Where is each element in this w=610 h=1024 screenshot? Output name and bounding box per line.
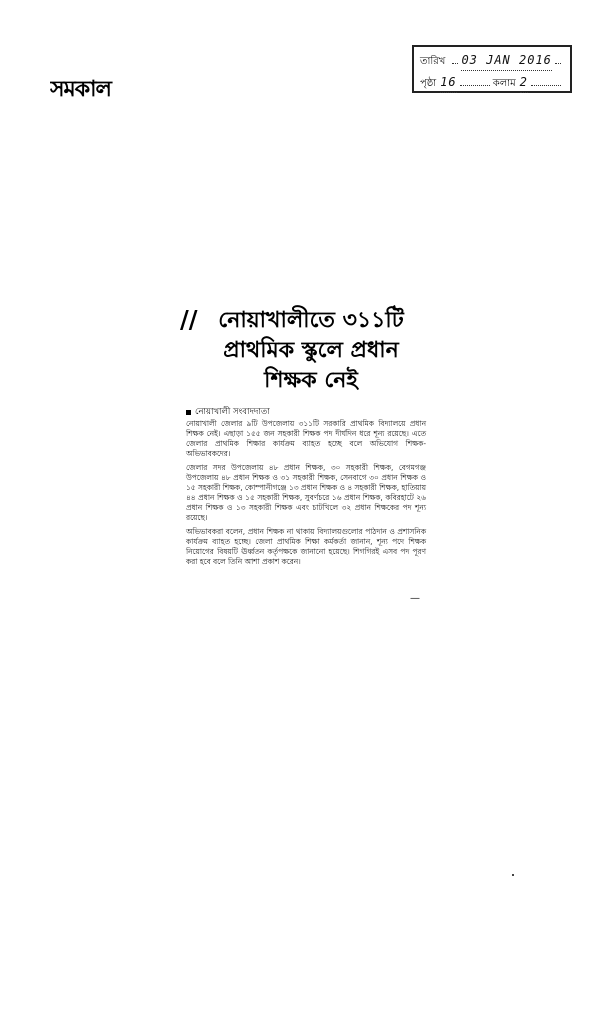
stamp-date-value: 03 JAN 2016 <box>461 50 551 71</box>
end-mark-icon: — <box>410 593 420 604</box>
stamp-column-value: 2 <box>520 72 528 93</box>
article-paragraph-2: জেলার সদর উপজেলায় ৪৮ প্রধান শিক্ষক, ৩০ সহকারী শিক্ষক, বেগমগঞ্জ উপজেলায় ৪৮ প্রধান শিক্ষক ও ৩১ সহকারী শিক্ষক, সেনবাগে ৩০ প্রধান শিক্ষক ও ১৫ সহকারী শিক্ষক, কোম্পানীগঞ্জে ১৩ প্রধান শিক্ষক ও ৪ সহকারী শিক্ষক, হাতিয়ায় ৪৪ প্রধান শিক্ষক ও ১৫ সহকারী শিক্ষক, সুবর্ণচরে ১৬ প্রধান শিক্ষক, কবিরহাটে ২৬ প্রধান শিক্ষক ও ১৩ সহকারী শিক্ষক এবং চাটখিলে ৩২ প্রধান শিক্ষকের পদ শূন্য রয়েছে। <box>186 463 426 522</box>
headline-line-1: নোয়াখালীতে ৩১১টি <box>218 307 404 333</box>
article-headline <box>180 305 426 395</box>
stamp-page-value: 16 <box>440 72 456 93</box>
stamp-column-label: কলাম <box>492 78 516 89</box>
article-body <box>186 419 426 567</box>
square-bullet-icon <box>186 410 191 415</box>
speck-mark <box>512 874 514 876</box>
slash-mark-icon: // <box>180 305 198 334</box>
clipping-date-stamp <box>412 45 572 93</box>
byline-text: নোয়াখালী সংবাদদাতা <box>195 407 270 417</box>
article-paragraph-3: অভিভাবকরা বলেন, প্রধান শিক্ষক না থাকায় বিদ্যালয়গুলোর পাঠদান ও প্রশাসনিক কার্যক্রম ব্যাহত হচ্ছে। জেলা প্রাথমিক শিক্ষা কর্মকর্তা জানান, শূন্য পদে শিক্ষক নিয়োগের বিষয়টি ঊর্ধ্বতন কর্তৃপক্ষকে জানানো হয়েছে। শিগগিরই এসব পদ পূরণ করা হবে বলে তিনি আশা প্রকাশ করেন। <box>186 527 426 566</box>
article-byline <box>186 405 426 419</box>
newspaper-masthead: সমকাল <box>50 76 111 102</box>
article-paragraph-1: নোয়াখালী জেলার ৯টি উপজেলায় ৩১১টি সরকারি প্রাথমিক বিদ্যালয়ে প্রধান শিক্ষক নেই। এছাড়া ১৫৫ জন সহকারী শিক্ষক পদ দীর্ঘদিন ধরে শূন্য রয়েছে। এতে জেলার প্রাথমিক শিক্ষার কার্যক্রম ব্যাহত হচ্ছে বলে অভিযোগ শিক্ষক-অভিভাবকদের। <box>186 419 426 458</box>
stamp-date-label: তারিখ <box>420 56 446 67</box>
article-clipping <box>180 305 426 571</box>
headline-line-3: শিক্ষক নেই <box>264 367 358 393</box>
stamp-page-label: পৃষ্ঠা <box>420 78 437 89</box>
headline-line-2: প্রাথমিক স্কুলে প্রধান <box>223 337 399 363</box>
